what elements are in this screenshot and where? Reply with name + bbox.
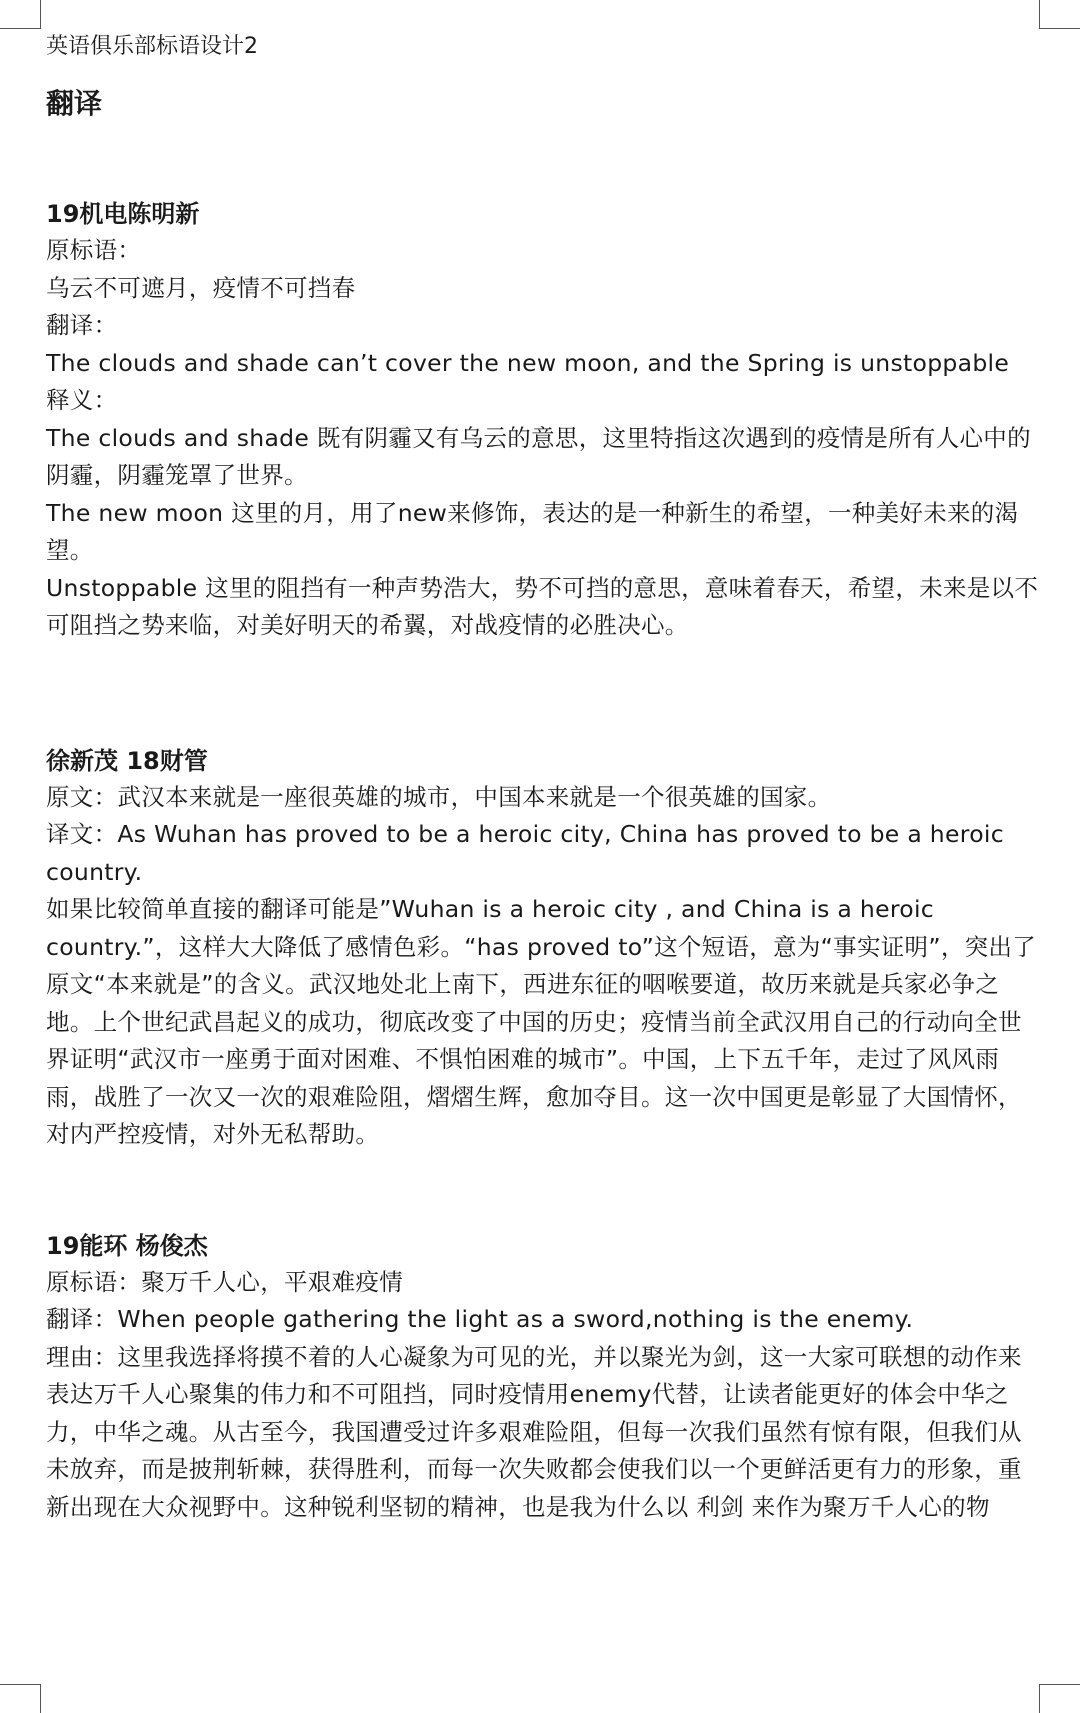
- section-xu-xinmao: [46, 743, 1040, 1154]
- original-text: 原文：武汉本来就是一座很英雄的城市，中国本来就是一个很英雄的国家。: [46, 782, 832, 811]
- section-chen-mingxin: [46, 196, 1040, 645]
- original-label: 原标语：: [46, 236, 142, 264]
- crop-mark-bottom-left: [0, 1684, 41, 1713]
- section-yang-junjie: [46, 1228, 1040, 1527]
- explanation-clouds: The clouds and shade 既有阴霾又有乌云的意思，这里特指这次遇到的疫情是所有人心中的阴霾，阴霾笼罩了世界。: [46, 423, 1031, 489]
- section-author: 19能环 杨俊杰: [46, 1231, 208, 1260]
- crop-mark-top-left: [0, 0, 41, 29]
- explanation-moon: The new moon 这里的月，用了new来修饰，表达的是一种新生的希望，一种美好未来的渴望。: [46, 498, 1019, 564]
- translation-label: 翻译：: [46, 311, 118, 339]
- document-header: 英语俱乐部标语设计2: [46, 34, 258, 59]
- document-page: [46, 30, 1040, 1526]
- original-slogan: 原标语：聚万千人心，平艰难疫情: [46, 1267, 403, 1296]
- translation-text: The clouds and shade can’t cover the new moon, and the Spring is unstoppable: [46, 348, 1010, 377]
- document-title: 翻译: [46, 87, 103, 120]
- translation-text: 译文：As Wuhan has proved to be a heroic city, China has proved to be a heroic country.: [46, 820, 1004, 886]
- translation-text: 翻译：When people gathering the light as a sword,nothing is the enemy.: [46, 1305, 914, 1333]
- explanation-label: 释义：: [46, 386, 118, 414]
- section-author: 19机电陈明新: [46, 200, 200, 228]
- section-author: 徐新茂 18财管: [46, 746, 208, 775]
- original-slogan: 乌云不可遮月，疫情不可挡春: [46, 273, 356, 302]
- explanation-unstoppable: Unstoppable 这里的阻挡有一种声势浩大，势不可挡的意思，意味着春天，希望，未来是以不可阻挡之势来临，对美好明天的希翼，对战疫情的必胜决心。: [46, 573, 1039, 639]
- reason-paragraph: 理由：这里我选择将摸不着的人心凝象为可见的光，并以聚光为剑，这一大家可联想的动作来表达万千人心聚集的伟力和不可阻挡，同时疫情用enemy代替，让读者能更好的体会中华之力，中华之魂。从古至今，我国遭受过许多艰难险阻，但每一次我们虽然有惊有限，但我们从未放弃，而是披荆斩棘，获得胜利，而每一次失败都会使我们以一个更鲜活更有力的形象，重新出现在大众视野中。这种锐利坚韧的精神，也是我为什么以 利剑 来作为聚万千人心的物: [46, 1342, 1022, 1521]
- crop-mark-bottom-right: [1039, 1684, 1080, 1713]
- crop-mark-top-right: [1039, 0, 1080, 29]
- analysis-paragraph: 如果比较简单直接的翻译可能是”Wuhan is a heroic city , and China is a heroic country.”，这样大大降低了感情色彩。“has proved to”这个短语，意为“事实证明”，突出了原文“本来就是”的含义。武汉地处北上南下，西进东征的咽喉要道，故历来就是兵家必争之地。上个世纪武昌起义的成功，彻底改变了中国的历史；疫情当前全武汉用自己的行动向全世界证明“武汉市一座勇于面对困难、不惧怕困难的城市”。中国，上下五千年，走过了风风雨雨，战胜了一次又一次的艰难险阻，熠熠生辉，愈加夺目。这一次中国更是彰显了大国情怀，对内严控疫情，对外无私帮助。: [46, 895, 1037, 1148]
